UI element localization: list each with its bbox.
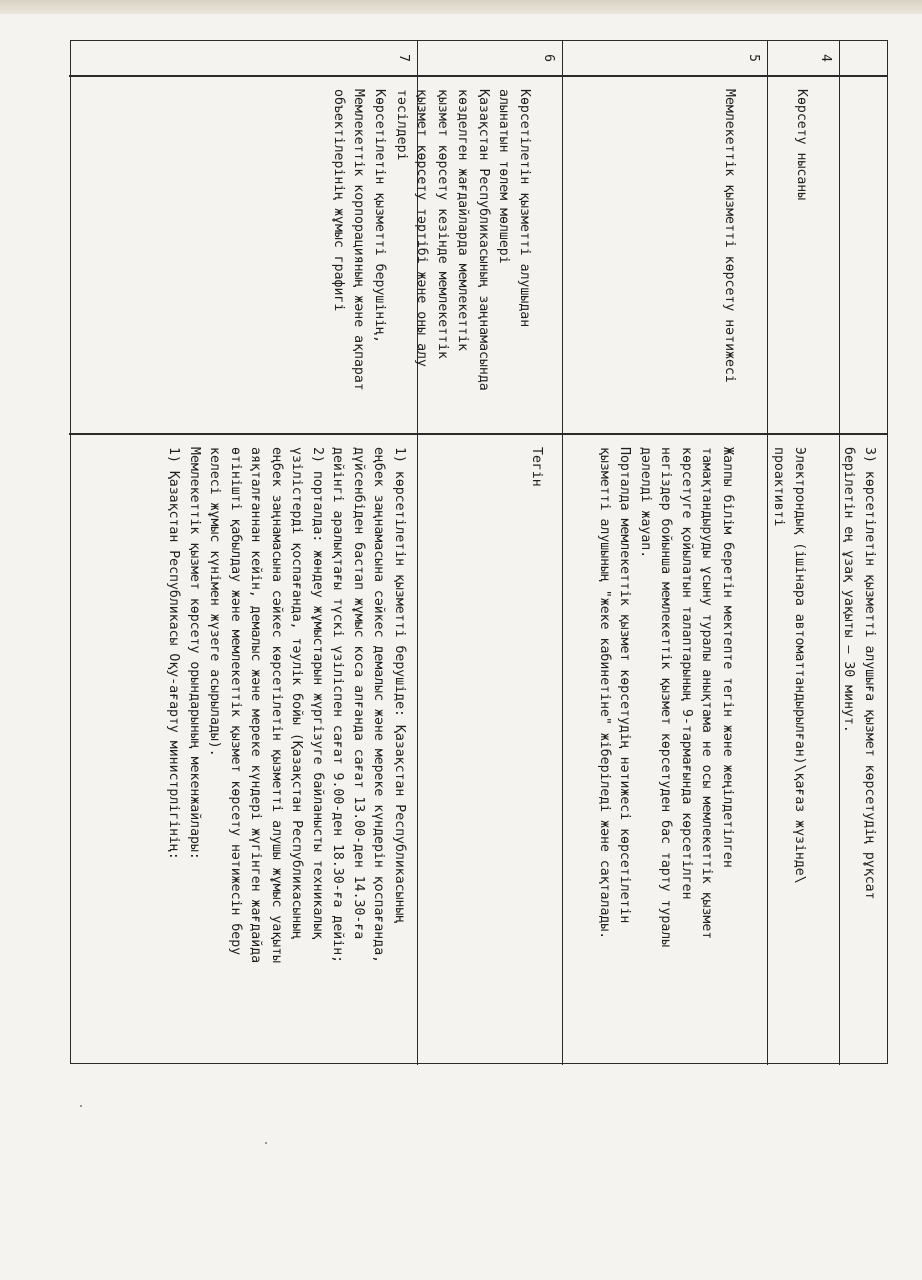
label-line: Мемлекеттік қызметті көрсету нәтижесі xyxy=(722,89,737,383)
table-row xyxy=(562,41,767,1065)
table-row xyxy=(767,41,839,1065)
value-line: аяқталғаннан кейін, демалыс және мереке күндері жүгінген жағдайда xyxy=(248,447,264,964)
row-value xyxy=(526,447,563,1057)
value-line: 1) көрсетілетін қызметті берушіде: Қазақстан Республикасының xyxy=(392,447,407,924)
table-row xyxy=(69,41,417,1065)
value-line: Жалпы білім беретін мектепте тегін және жеңілдетілген xyxy=(720,447,735,868)
rotated-document-page xyxy=(70,40,888,1064)
value-line: 3) көрсетілетін қызметті алушыға қызмет көрсетудің рұқсат xyxy=(862,447,877,900)
column-divider xyxy=(69,433,417,435)
table-row xyxy=(839,41,887,1065)
label-line: тәсілдері xyxy=(394,89,409,161)
row-label xyxy=(859,89,887,427)
value-line: тамақтандыруды ұсыну туралы анықтама не осы мемлекеттік қызмет xyxy=(699,447,715,940)
column-divider xyxy=(418,75,562,77)
row-label xyxy=(719,89,768,427)
row-value xyxy=(768,447,839,1057)
column-divider xyxy=(840,75,887,77)
scan-paper-edge xyxy=(0,0,922,14)
value-line: Электрондық (ішінара автоматтандырылған)\қағаз жүзінде\ xyxy=(792,447,807,884)
label-line: Көрсетілетін қызметті алушыдан xyxy=(517,89,532,328)
value-line: үзілістерді қоспағанда, тәулік бойы (Қазақстан Республикасының xyxy=(289,447,305,940)
label-line: Мемлекеттік корпорацияның және ақпарат xyxy=(351,89,367,391)
value-line: өтінішті қабылдау және мемлекеттік қызмет көрсету нәтижесін беру xyxy=(228,447,243,956)
label-line: қызмет көрсету тәртібі және оны алу xyxy=(414,89,430,367)
row-value xyxy=(594,447,768,1057)
value-line: берілетін ең ұзақ уақыты – 30 минут. xyxy=(841,447,857,733)
value-line: негіздер бойынша мемлекеттік қызмет көрсетуден бас тарту туралы xyxy=(658,447,674,948)
value-line: Тегін xyxy=(529,447,544,487)
row-label xyxy=(791,89,840,427)
scan-speck xyxy=(80,1105,82,1107)
value-line: 2) порталда: жөндеу жұмыстарын жүргізуге байланысты техникалық xyxy=(310,447,325,940)
value-line: дүйсенбіден бастап жұмыс коса алғанда сағат 13.00-ден 14.30-ға xyxy=(351,447,366,940)
label-line: қызмет көрсету кезінде мемлекеттік xyxy=(435,89,450,359)
column-divider xyxy=(563,433,767,435)
value-line: еңбек заңнамасына сәйкес көрсетілетін қызметті алушы жұмыс уақыты xyxy=(269,447,284,964)
column-divider xyxy=(563,75,767,77)
value-line: еңбек заңнамасына сәйкес демалыс және мереке күндерін қоспағанда, xyxy=(371,447,387,964)
label-line: алынатын төлем мөлшері xyxy=(496,89,512,264)
row-number xyxy=(881,41,887,75)
row-value xyxy=(838,447,887,1057)
value-line: Порталда мемлекеттік қызмет көрсетудің нәтижесі көрсетілетін xyxy=(617,447,633,924)
row-number: 4 xyxy=(818,54,833,62)
scan-speck xyxy=(265,1142,267,1144)
label-line: көзделген жағдайларда мемлекеттік xyxy=(455,89,471,352)
column-divider xyxy=(69,75,417,77)
column-divider xyxy=(768,433,839,435)
label-line: объектілерінің жұмыс графигі xyxy=(331,89,346,312)
value-line: Мемлекеттік қызмет көрсету орындарының мекенжайлары: xyxy=(187,447,202,860)
column-divider xyxy=(418,433,562,435)
row-number: 6 xyxy=(541,54,556,62)
value-line: дәлелді жауап. xyxy=(638,447,653,559)
column-divider xyxy=(768,75,839,77)
label-line: Қазақстан Республикасының заңнамасында xyxy=(476,89,491,391)
row-label xyxy=(328,89,418,427)
value-line: дейінгі аралықтағы түскі үзіліспен сағат 9.00-ден 18.30-ға дейін; xyxy=(330,447,346,964)
value-line: келесі жұмыс күнімен жүзеге асырылады). xyxy=(207,447,223,757)
row-value xyxy=(163,447,417,1057)
value-line: 1) Қазақстан Республикасы Оқу-ағарту министрлігінің: xyxy=(166,447,182,860)
value-line: проактивті xyxy=(771,447,787,527)
row-number: 5 xyxy=(746,54,761,62)
value-line: қызметті алушының "жеке кабинетіне" жіберіледі және сақталады. xyxy=(597,447,612,940)
row-number: 7 xyxy=(396,54,411,62)
value-line: көрсетуге қойылатын талаптарының 9-тармағында көрсетілген xyxy=(679,447,694,900)
column-divider xyxy=(840,433,887,435)
label-line: Көрсетілетін қызметті берушінің, xyxy=(372,89,387,344)
service-standard-table xyxy=(70,40,888,1064)
label-line: Көрсету нысаны xyxy=(794,89,809,201)
